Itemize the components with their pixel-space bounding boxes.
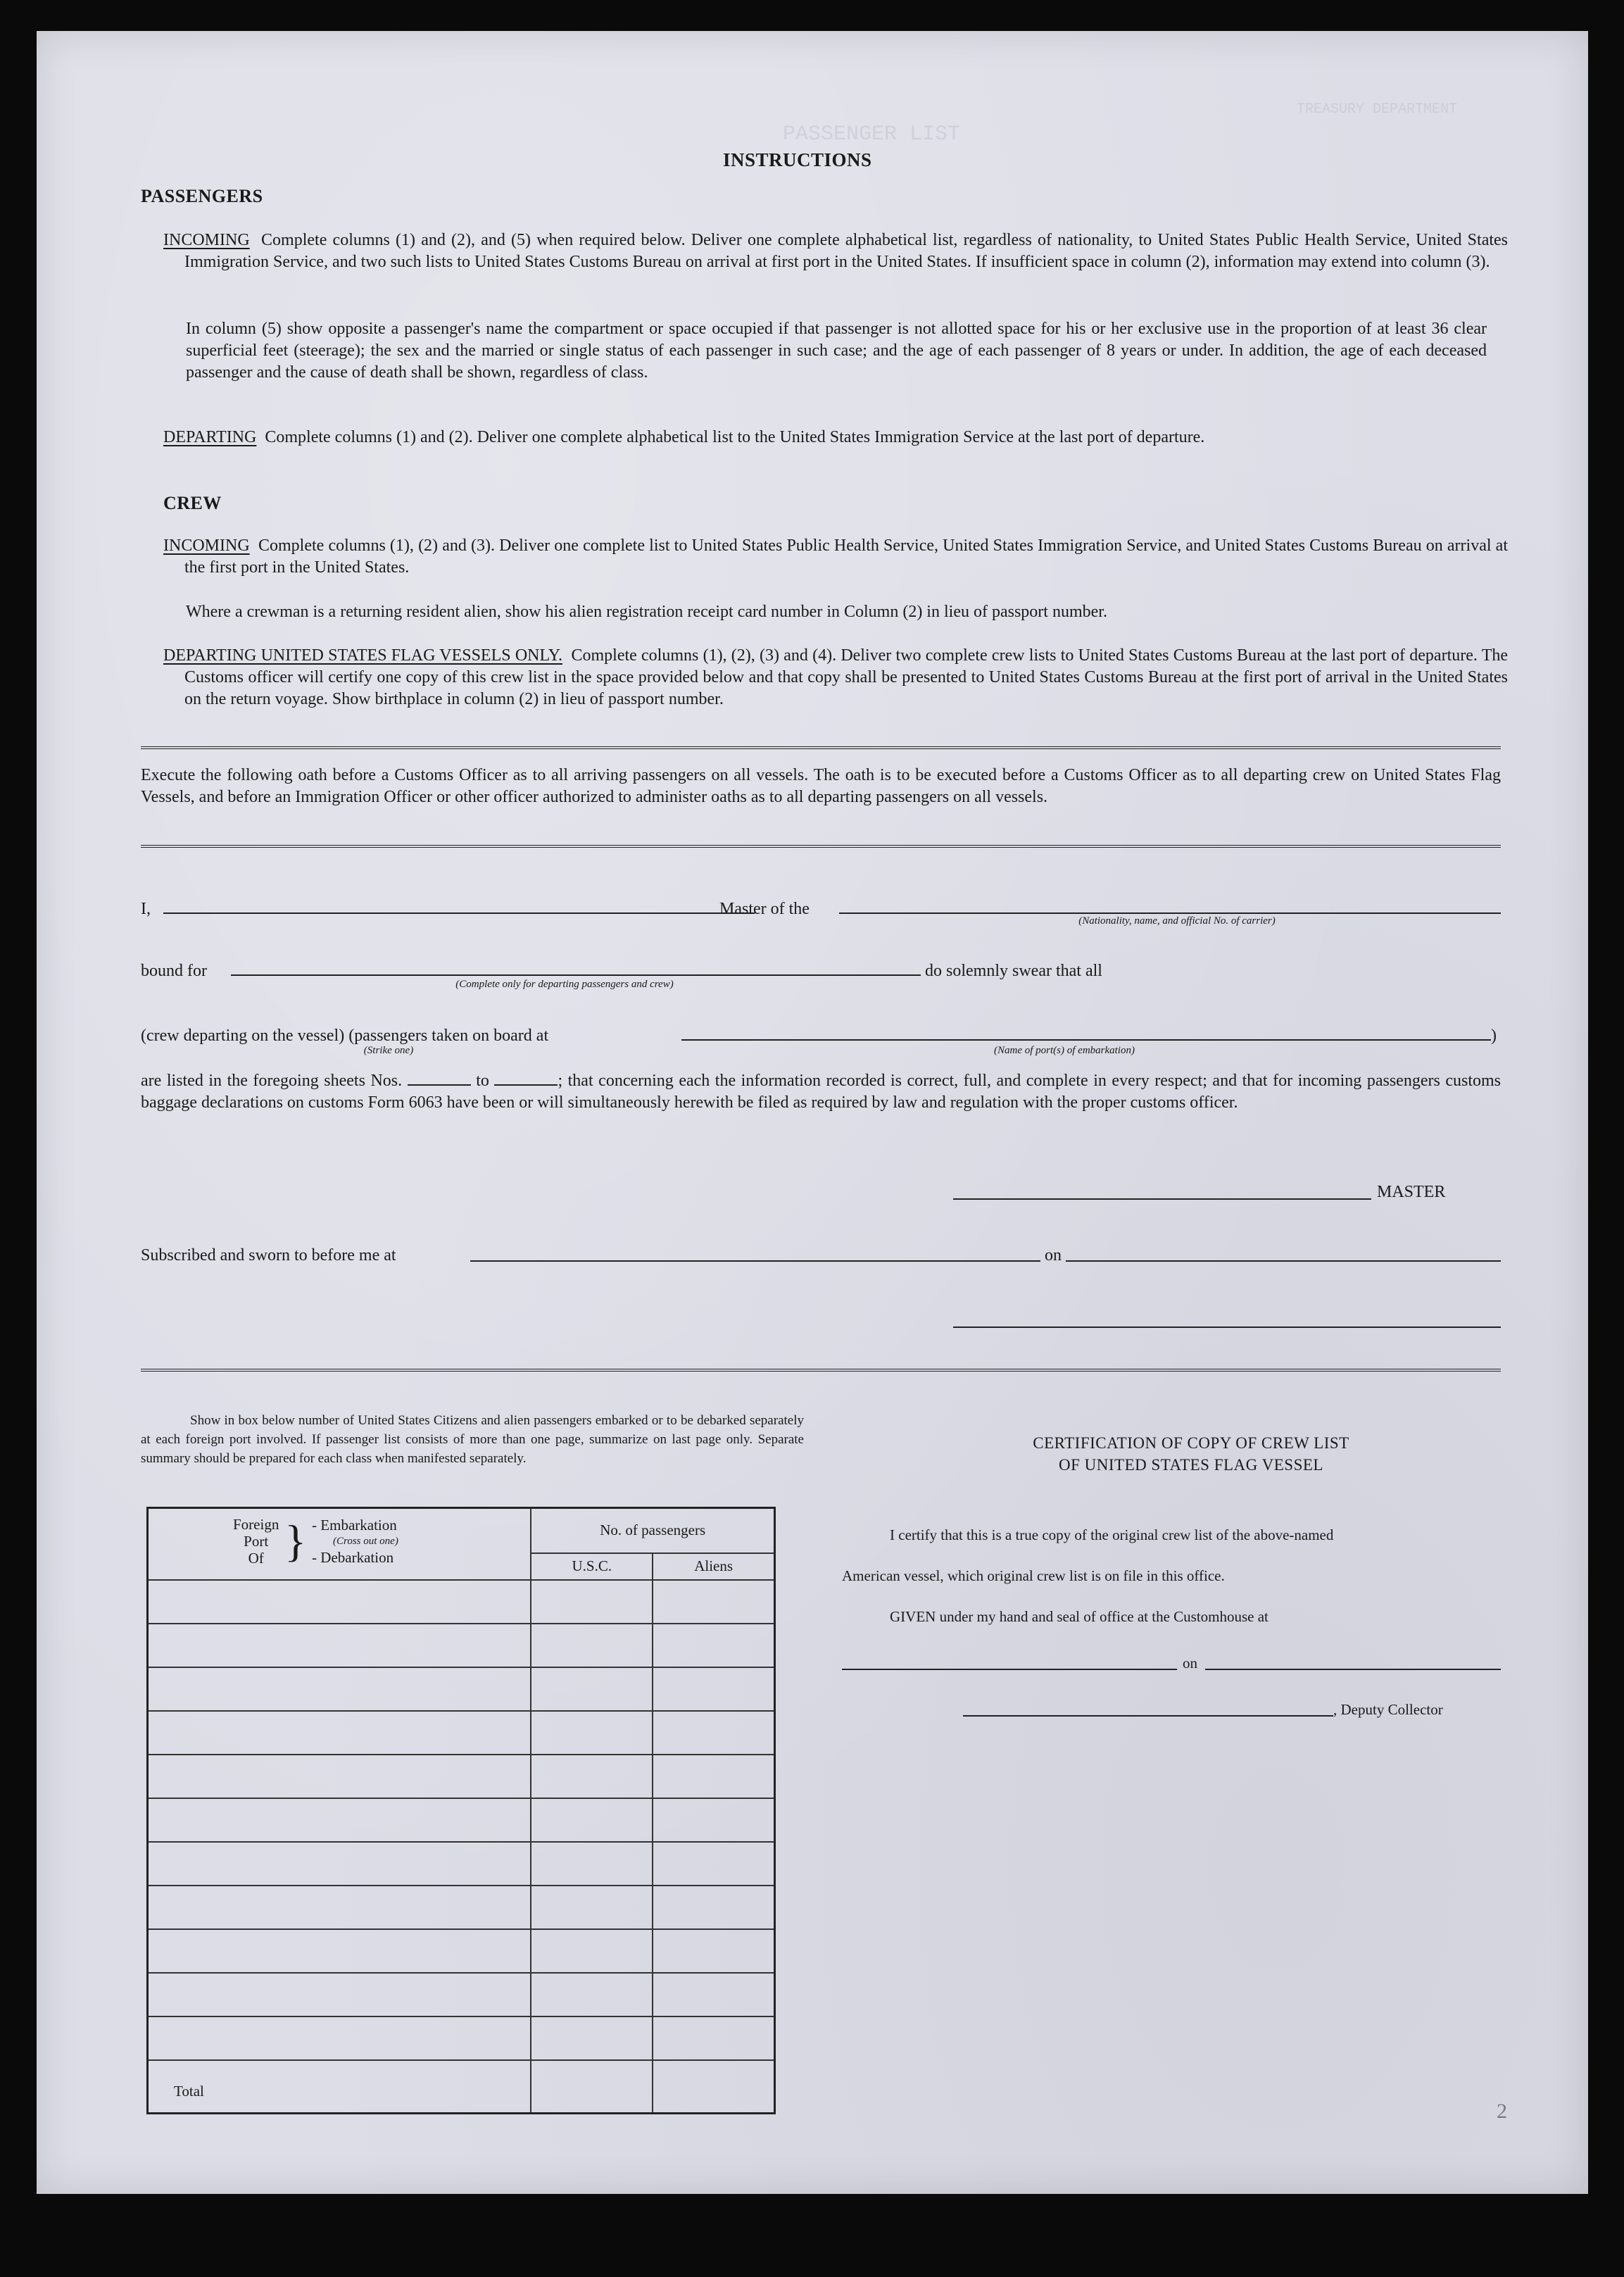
usc-cell[interactable]	[531, 1711, 653, 1755]
divider	[141, 746, 1501, 749]
usc-cell[interactable]	[531, 1755, 653, 1798]
cross-out-caption: (Cross out one)	[333, 1535, 398, 1547]
port-cell[interactable]	[148, 2016, 531, 2060]
crew-incoming-text: Complete columns (1), (2) and (3). Deliver one complete list to United States Public Health Service, United States Immigration Service, and United States Customs Bureau on arrival at the first port in the United States.	[184, 537, 1508, 577]
port-row	[148, 1886, 775, 1929]
crew-departing-text: Complete columns (1), (2), (3) and (4). Deliver two complete crew lists to United States Customs Bureau at the last port of departure. The Customs officer will certify one copy of this crew list in the space provided below and that copy shall be presented to United States Customs Bureau at the first port of arrival in the United States on the return voyage. Show birthplace in column (2) in lieu of passport number.	[184, 646, 1509, 708]
carrier-caption: (Nationality, name, and official No. of carrier)	[1078, 915, 1276, 927]
port-cell[interactable]	[148, 1886, 531, 1929]
close-paren: )	[1491, 1027, 1497, 1045]
cert-on-label: on	[1183, 1655, 1197, 1671]
port-cell[interactable]	[148, 1711, 531, 1755]
passengers-departing-paragraph	[163, 427, 1508, 448]
divider	[141, 1369, 1501, 1372]
oath-intro: Execute the following oath before a Customs Officer as to all arriving passengers on all vessels. The oath is to be executed before a Customs Officer as to all departing crew on United States Flag Vessels, and before an Immigration Officer or other officer authorized to administer oaths as to all departing passengers on all vessels.	[141, 766, 1501, 806]
page-title: INSTRUCTIONS	[723, 149, 872, 170]
usc-cell[interactable]	[531, 1886, 653, 1929]
sheet-to-field[interactable]	[494, 1072, 558, 1086]
embark-caption: (Name of port(s) of embarkation)	[994, 1045, 1135, 1056]
usc-cell[interactable]	[531, 1973, 653, 2016]
embarkation-field[interactable]	[681, 1039, 1491, 1041]
deputy-collector-label: , Deputy Collector	[1333, 1701, 1443, 1718]
port-row	[148, 1842, 775, 1886]
port-cell[interactable]	[148, 1973, 531, 2016]
port-row	[148, 1973, 775, 2016]
passengers-heading: PASSENGERS	[141, 186, 263, 206]
port-cell[interactable]	[148, 1842, 531, 1886]
foreign-port-header	[148, 1508, 531, 1580]
port-cell[interactable]	[148, 1580, 531, 1624]
usc-cell[interactable]	[531, 1580, 653, 1624]
usc-cell[interactable]	[531, 1842, 653, 1886]
aliens-cell[interactable]	[653, 1667, 774, 1711]
usc-header: U.S.C.	[531, 1553, 653, 1580]
sheets-paragraph	[141, 1070, 1501, 1114]
aliens-cell[interactable]	[653, 1886, 774, 1929]
aliens-cell[interactable]	[653, 1973, 774, 2016]
aliens-cell[interactable]	[653, 1755, 774, 1798]
port-cell[interactable]	[148, 1798, 531, 1842]
port-row	[148, 1624, 775, 1667]
carrier-field[interactable]	[839, 912, 1501, 914]
master-of-label: Master of the	[719, 900, 810, 918]
port-row	[148, 1798, 775, 1842]
foreign-label: Foreign	[233, 1516, 279, 1533]
swear-label: do solemnly swear that all	[925, 962, 1102, 980]
aliens-cell[interactable]	[653, 1798, 774, 1842]
port-cell[interactable]	[148, 1755, 531, 1798]
master-signature-field[interactable]	[953, 1198, 1371, 1200]
usc-cell[interactable]	[531, 1798, 653, 1842]
port-cell[interactable]	[148, 1929, 531, 1973]
sheets-text-1: are listed in the foregoing sheets Nos.	[141, 1072, 403, 1090]
port-row	[148, 1755, 775, 1798]
passengers-incoming-paragraph	[163, 230, 1508, 273]
aliens-cell[interactable]	[653, 2016, 774, 2060]
aliens-cell[interactable]	[653, 1929, 774, 1973]
document-page	[37, 31, 1588, 2194]
crew-heading: CREW	[163, 493, 222, 513]
incoming-label: INCOMING	[163, 231, 250, 249]
usc-cell[interactable]	[531, 1929, 653, 1973]
embarkation-label: - Embarkation	[312, 1516, 397, 1533]
crew-resident-paragraph: Where a crewman is a returning resident alien, show his alien registration receipt card number in Column (2) in lieu of passport number.	[186, 603, 1107, 621]
crew-departing-label: DEPARTING UNITED STATES FLAG VESSELS ONLY.	[163, 646, 562, 665]
summary-instructions: Show in box below number of United States Citizens and alien passengers embarked or to be debarked separately at each foreign port involved. If passenger list consists of more than one page, summarize on last page only. Separate summary should be prepared for each class when manifested separately.	[141, 1413, 804, 1466]
total-usc-cell[interactable]	[531, 2060, 653, 2114]
usc-cell[interactable]	[531, 1624, 653, 1667]
sworn-on-label: on	[1045, 1246, 1062, 1265]
no-of-passengers-header: No. of passengers	[531, 1508, 774, 1553]
strike-caption: (Strike one)	[363, 1045, 414, 1056]
crew-incoming-label: INCOMING	[163, 537, 250, 555]
ports-summary-table	[146, 1507, 776, 2114]
sworn-date-field[interactable]	[1066, 1260, 1501, 1262]
sheet-from-field[interactable]	[408, 1072, 471, 1086]
oath-i-label: I,	[141, 900, 151, 918]
bleed-through-text: TREASURY DEPARTMENT	[1297, 101, 1458, 118]
total-label: Total	[148, 2060, 531, 2114]
page-number: 2	[1497, 2100, 1507, 2123]
certification-title-line-1: CERTIFICATION OF COPY OF CREW LIST	[1033, 1434, 1349, 1452]
passengers-incoming-text: Complete columns (1) and (2), and (5) when required below. Deliver one complete alphabetical list, regardless of nationality, to United States Public Health Service, United States Immigration Service, and two such lists to United States Customs Bureau on arrival at first port in the United States. If insufficient space in column (2), information may extend into column (3).	[184, 231, 1509, 271]
port-row	[148, 1929, 775, 1973]
port-label: Port	[244, 1533, 269, 1550]
master-label: MASTER	[1377, 1183, 1446, 1201]
aliens-cell[interactable]	[653, 1580, 774, 1624]
debarkation-label: - Debarkation	[312, 1548, 394, 1566]
customhouse-field[interactable]	[842, 1669, 1177, 1670]
port-row	[148, 1711, 775, 1755]
aliens-cell[interactable]	[653, 1842, 774, 1886]
total-aliens-cell[interactable]	[653, 2060, 774, 2114]
deputy-signature-field[interactable]	[963, 1715, 1333, 1717]
port-cell[interactable]	[148, 1624, 531, 1667]
certify-text-2: American vessel, which original crew list is on file in this office.	[842, 1567, 1225, 1584]
passengers-departing-text: Complete columns (1) and (2). Deliver one complete alphabetical list to the United States Immigration Service at the last port of departure.	[265, 428, 1205, 446]
usc-cell[interactable]	[531, 1667, 653, 1711]
port-row	[148, 2016, 775, 2060]
certification-title-line-2: OF UNITED STATES FLAG VESSEL	[1059, 1456, 1323, 1474]
usc-cell[interactable]	[531, 2016, 653, 2060]
certification-title	[860, 1432, 1522, 1476]
aliens-cell[interactable]	[653, 1711, 774, 1755]
crew-departing-label: (crew departing on the vessel) (passengers taken on board at	[141, 1027, 549, 1045]
certify-text-1: I certify that this is a true copy of the original crew list of the above-named	[890, 1526, 1334, 1543]
of-label: Of	[248, 1550, 264, 1567]
crew-departing-paragraph	[163, 645, 1508, 710]
sheets-to: to	[476, 1072, 489, 1090]
master-name-field[interactable]	[163, 912, 755, 914]
crew-incoming-paragraph	[163, 535, 1508, 579]
aliens-header: Aliens	[653, 1553, 774, 1580]
officer-signature-field[interactable]	[953, 1326, 1501, 1328]
divider	[141, 845, 1501, 848]
sheets-text-2: ; that concerning each the information recorded is correct, full, and complete in every respect; and that for incoming passengers customs baggage declarations on customs Form 6063 have been or will simultaneously herewith be filed as required by law and regulation with the proper customs officer.	[141, 1072, 1502, 1112]
departing-label: DEPARTING	[163, 428, 257, 446]
aliens-cell[interactable]	[653, 1624, 774, 1667]
sworn-place-field[interactable]	[470, 1260, 1040, 1262]
cert-date-field[interactable]	[1205, 1669, 1501, 1670]
bleed-through-text: PASSENGER LIST	[783, 123, 961, 146]
bound-for-field[interactable]	[231, 974, 921, 976]
column5-paragraph: In column (5) show opposite a passenger's name the compartment or space occupied if that passenger is not allotted space for his or her exclusive use in the proportion of at least 36 clear superficial feet (steerage); the sex and the married or single status of each passenger in such case; and the age of each passenger of 8 years or under. In addition, the age of each deceased passenger and the cause of death shall be shown, regardless of class.	[186, 320, 1487, 382]
subscribed-label: Subscribed and sworn to before me at	[141, 1246, 396, 1265]
bound-for-label: bound for	[141, 962, 207, 980]
given-text: GIVEN under my hand and seal of office at the Customhouse at	[890, 1608, 1269, 1625]
port-cell[interactable]	[148, 1667, 531, 1711]
port-row	[148, 1667, 775, 1711]
brace: }	[284, 1516, 307, 1566]
port-row	[148, 1580, 775, 1624]
bound-caption: (Complete only for departing passengers and crew)	[455, 979, 674, 990]
